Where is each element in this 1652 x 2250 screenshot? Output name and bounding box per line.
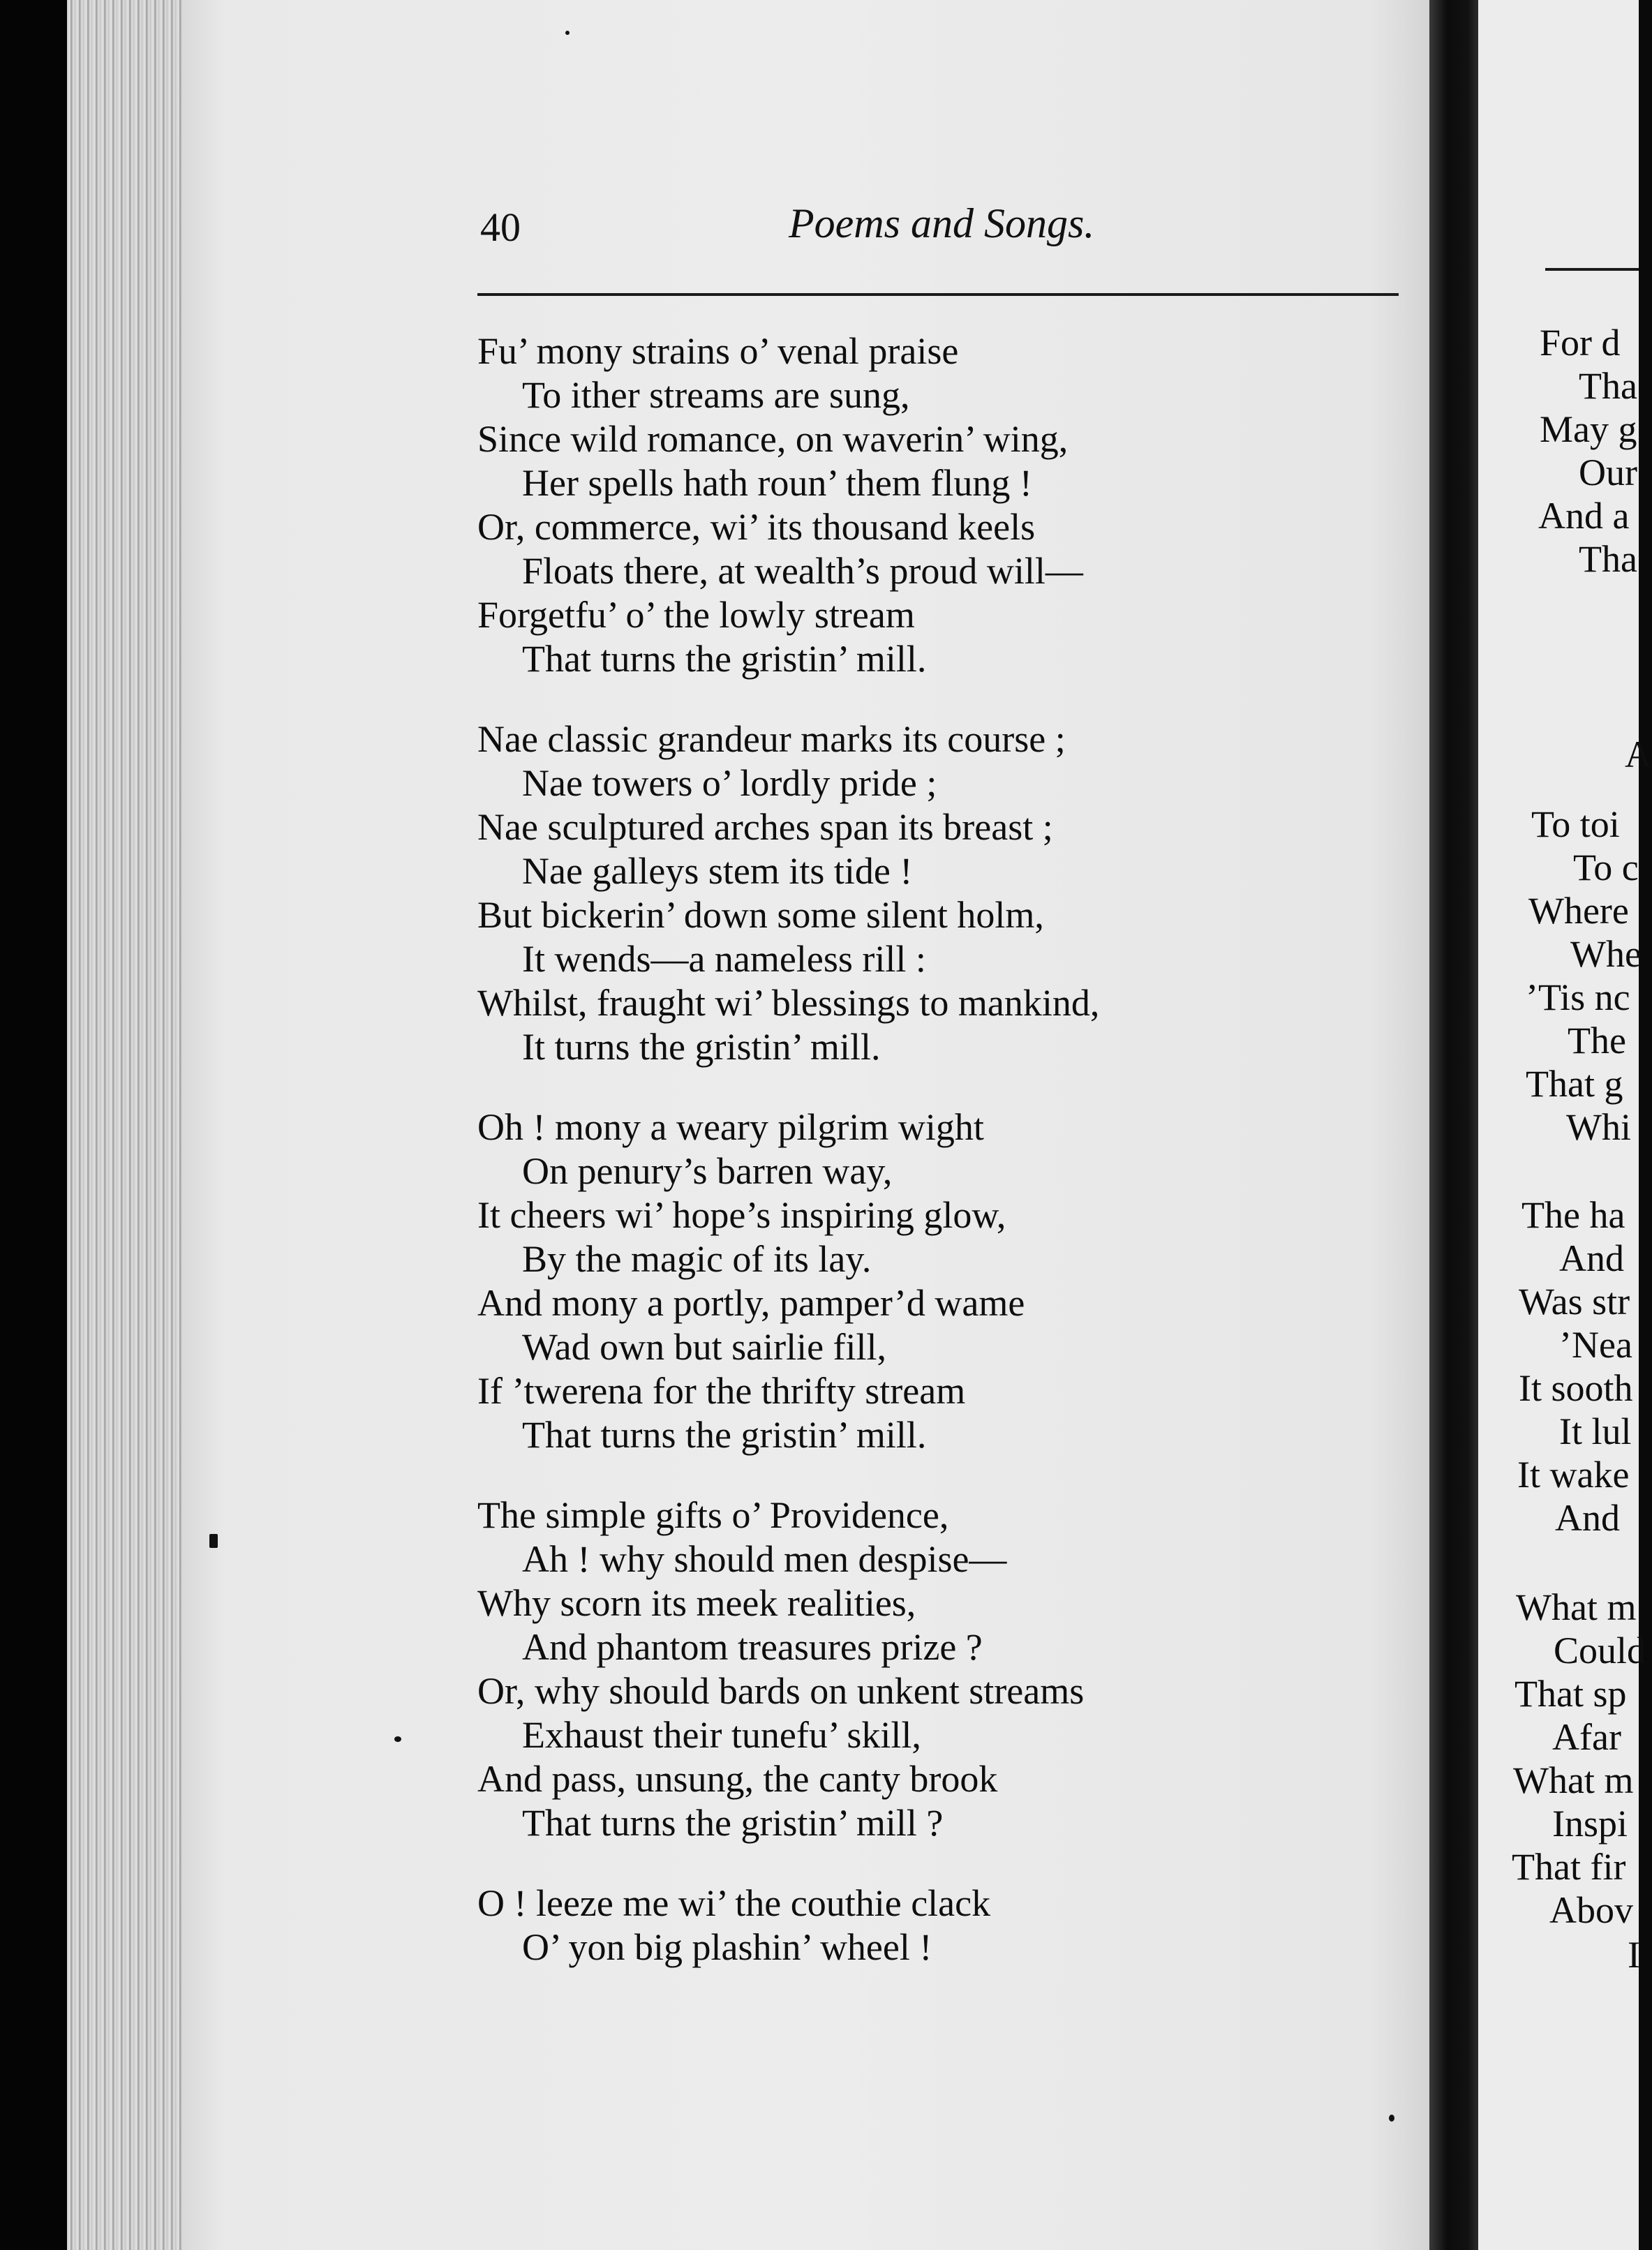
- header-rule: [477, 293, 1399, 296]
- right-fragment: Inspi: [1552, 1803, 1628, 1845]
- poem-line: Why scorn its meek realities,: [477, 1582, 916, 1624]
- poem-line: It cheers wi’ hope’s inspiring glow,: [477, 1194, 1006, 1236]
- poem-body: [477, 329, 1413, 2006]
- stanza: [477, 717, 1413, 1069]
- right-fragment: To toi: [1531, 803, 1620, 845]
- poem-line: Wad own but sairlie fill,: [522, 1326, 887, 1368]
- right-fragment: And: [1555, 1497, 1620, 1539]
- right-fragment: Where: [1528, 890, 1629, 932]
- poem-line: But bickerin’ down some silent holm,: [477, 894, 1044, 936]
- right-fragment: Afar: [1552, 1716, 1621, 1758]
- poem-line: Nae sculptured arches span its breast ;: [477, 806, 1053, 848]
- ink-speck: [1389, 2115, 1394, 2122]
- poem-line: Or, commerce, wi’ its thousand keels: [477, 506, 1036, 548]
- poem-line: That turns the gristin’ mill ?: [522, 1802, 944, 1844]
- right-fragment: The: [1568, 1020, 1626, 1061]
- right-fragment: Tha: [1579, 365, 1637, 407]
- poem-line: O ! leeze me wi’ the couthie clack: [477, 1882, 991, 1924]
- right-fragment: That g: [1526, 1063, 1623, 1105]
- poem-line: It turns the gristin’ mill.: [522, 1026, 881, 1068]
- right-fragment: Was str: [1519, 1281, 1630, 1323]
- poem-line: Nae classic grandeur marks its course ;: [477, 718, 1066, 760]
- poem-line: Fu’ mony strains o’ venal praise: [477, 330, 959, 372]
- right-fragment: It lul: [1559, 1410, 1632, 1452]
- ink-speck: [209, 1534, 218, 1548]
- poem-line: The simple gifts o’ Providence,: [477, 1494, 949, 1536]
- right-fragment: And: [1559, 1237, 1624, 1279]
- poem-line: That turns the gristin’ mill.: [522, 638, 927, 680]
- poem-line: Forgetfu’ o’ the lowly stream: [477, 594, 915, 636]
- stanza: [477, 1882, 1413, 1969]
- right-fragment: Tha: [1579, 538, 1637, 580]
- right-fragment: Whi: [1566, 1106, 1631, 1148]
- book-gutter: [1429, 0, 1478, 2250]
- poem-line: Ah ! why should men despise—: [522, 1538, 1007, 1580]
- right-fragment: I: [1628, 1934, 1640, 1976]
- right-fragment: ’Tis nc: [1526, 976, 1630, 1018]
- poem-line: Or, why should bards on unkent streams: [477, 1670, 1085, 1712]
- ink-speck: [394, 1736, 401, 1742]
- right-fragment: ’Nea: [1559, 1324, 1632, 1366]
- poem-line: Floats there, at wealth’s proud will—: [522, 550, 1083, 592]
- right-fragment: May g: [1540, 408, 1637, 450]
- poem-line: Nae galleys stem its tide !: [522, 850, 913, 892]
- right-fragment: Whe: [1570, 933, 1642, 975]
- poem-line: If ’twerena for the thrifty stream: [477, 1370, 966, 1412]
- stanza: [477, 1493, 1413, 1845]
- stanza: [477, 329, 1413, 681]
- right-fragment: It wake: [1517, 1454, 1630, 1496]
- page-number: 40: [480, 204, 521, 250]
- poem-line: Exhaust their tunefu’ skill,: [522, 1714, 921, 1756]
- poem-line: Oh ! mony a weary pilgrim wight: [477, 1106, 984, 1148]
- poem-line: And phantom treasures prize ?: [522, 1626, 983, 1668]
- right-fragment: Could: [1554, 1630, 1646, 1671]
- poem-line: Whilst, fraught wi’ blessings to mankind,: [477, 982, 1100, 1024]
- poem-line: To ither streams are sung,: [522, 374, 910, 416]
- poem-line: That turns the gristin’ mill.: [522, 1414, 927, 1456]
- poem-line: And pass, unsung, the canty brook: [477, 1758, 998, 1800]
- right-fragment: To c: [1573, 847, 1639, 888]
- poem-line: O’ yon big plashin’ wheel !: [522, 1926, 932, 1968]
- page-edges: [67, 0, 186, 2250]
- ink-speck: [565, 31, 570, 35]
- right-fragment: Our: [1579, 452, 1637, 493]
- right-fragment: What m: [1513, 1759, 1634, 1801]
- stanza: [477, 1105, 1413, 1457]
- right-fragment: Abov: [1549, 1889, 1633, 1931]
- right-fragment: It sooth: [1519, 1367, 1633, 1409]
- right-fragment: For d: [1540, 322, 1621, 364]
- right-fragment: That sp: [1515, 1673, 1627, 1715]
- poem-line: And mony a portly, pamper’d wame: [477, 1282, 1025, 1324]
- book-spine-shadow: [0, 0, 67, 2250]
- poem-line: It wends—a nameless rill :: [522, 938, 926, 980]
- poem-line: By the magic of its lay.: [522, 1238, 872, 1280]
- right-fragment: A: [1625, 733, 1652, 775]
- right-page-rule: [1545, 268, 1639, 271]
- poem-line: Nae towers o’ lordly pride ;: [522, 762, 937, 804]
- right-fragment: And a: [1538, 495, 1630, 537]
- poem-line: Her spells hath roun’ them flung !: [522, 462, 1032, 504]
- right-fragment: That fir: [1512, 1846, 1626, 1888]
- right-fragment: What m: [1516, 1586, 1637, 1628]
- right-fragment: The ha: [1521, 1194, 1625, 1236]
- running-title: Poems and Songs.: [789, 200, 1095, 246]
- poem-line: Since wild romance, on waverin’ wing,: [477, 418, 1069, 460]
- poem-line: On penury’s barren way,: [522, 1150, 893, 1192]
